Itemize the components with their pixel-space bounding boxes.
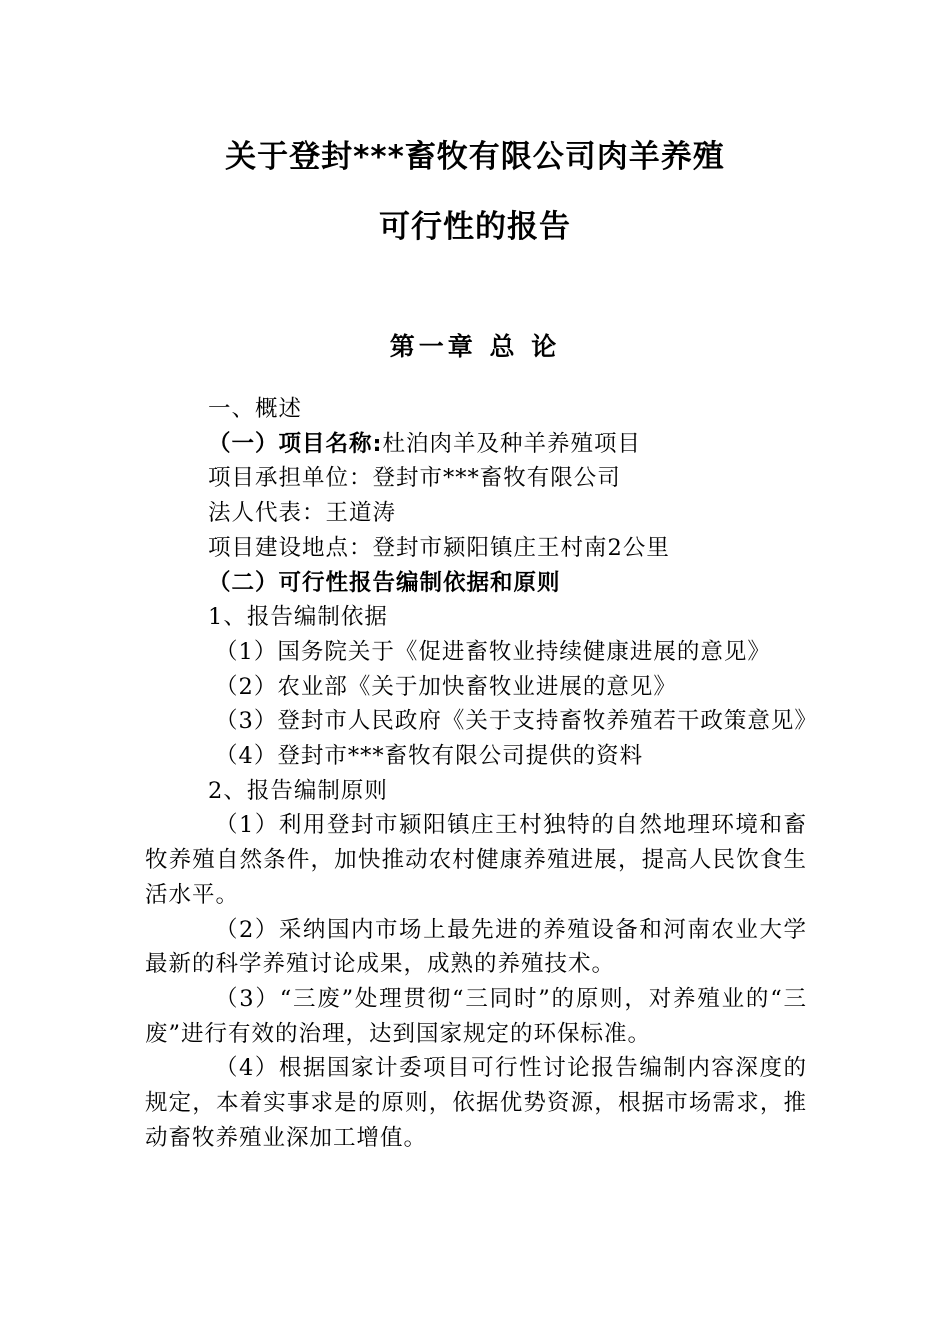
principle-item-3: （3）“三废”处理贯彻“三同时”的原则，对养殖业的“三废”进行有效的治理，达到国家规定的环保标准。 — [145, 985, 807, 1047]
basis-item-1: （1）国务院关于《促进畜牧业持续健康进展的意见》 — [215, 638, 771, 665]
basis-item-3: （3）登封市人民政府《关于支持畜牧养殖若干政策意见》 — [215, 708, 818, 735]
project-unit-line: 项目承担单位：登封市***畜牧有限公司 — [208, 465, 621, 492]
project-location-line: 项目建设地点：登封市颍阳镇庄王村南2公里 — [208, 534, 670, 561]
document-body — [145, 392, 818, 1155]
basis-heading: 1、报告编制依据 — [208, 604, 388, 631]
basis-item-2: （2）农业部《关于加快畜牧业进展的意见》 — [215, 673, 677, 700]
principle-item-4: （4）根据国家计委项目可行性讨论报告编制内容深度的规定，本着实事求是的原则，依据优势资源，根据市场需求，推动畜牧养殖业深加工增值。 — [145, 1055, 807, 1151]
report-title-line-1: 关于登封***畜牧有限公司肉羊养殖 — [225, 139, 725, 175]
legal-representative-line: 法人代表：王道涛 — [208, 500, 397, 527]
project-name-line — [145, 427, 807, 462]
project-name-label: （一）项目名称: — [208, 430, 383, 457]
report-title-line-2: 可行性的报告 — [379, 209, 571, 245]
part2-heading: （二）可行性报告编制依据和原则 — [208, 569, 561, 596]
principle-item-1: （1）利用登封市颍阳镇庄王村独特的自然地理环境和畜牧养殖自然条件，加快推动农村健康养殖进展，提高人民饮食生活水平。 — [145, 812, 807, 908]
principle-item-2: （2）采纳国内市场上最先进的养殖设备和河南农业大学最新的科学养殖讨论成果，成熟的养殖技术。 — [145, 916, 807, 978]
basis-item-4: （4）登封市***畜牧有限公司提供的资料 — [215, 743, 644, 770]
principles-heading: 2、报告编制原则 — [208, 777, 388, 804]
chapter-heading: 第一章 总 论 — [389, 332, 561, 361]
project-name-value: 杜泊肉羊及种羊养殖项目 — [382, 430, 642, 457]
section-overview-heading: 一、概述 — [208, 396, 303, 422]
